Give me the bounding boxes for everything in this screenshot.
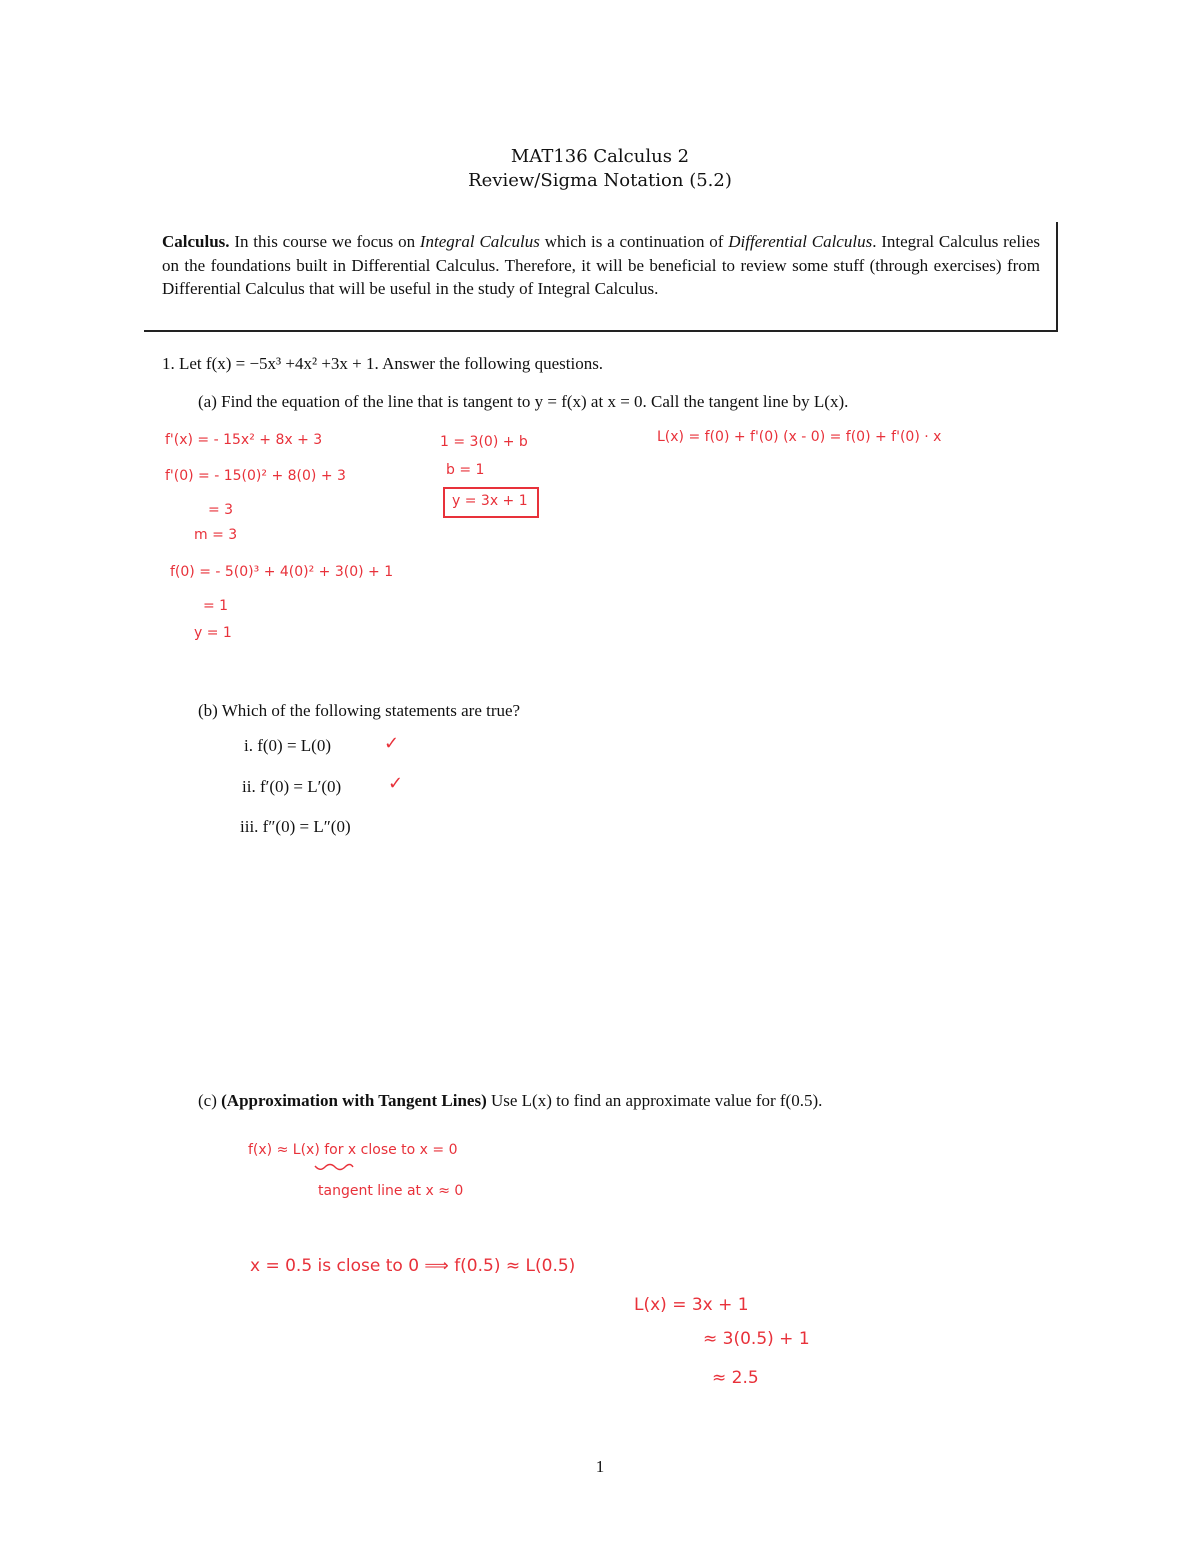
page-number: 1	[595, 1457, 605, 1476]
hw-intercept-eq: 1 = 3(0) + b	[440, 434, 528, 450]
checkmark-icon: ✓	[388, 773, 404, 794]
hw-y-value: y = 1	[194, 625, 232, 641]
question-1b: (b) Which of the following statements are true?	[198, 701, 521, 720]
question-1a: (a) Find the equation of the line that is tangent to y = f(x) at x = 0. Call the tangent line by L(x).	[198, 392, 849, 411]
statement-ii: ii. f′(0) = L′(0)	[242, 777, 342, 796]
hw-f-at-0-value: = 1	[203, 598, 229, 614]
hw-slope-value: = 3	[208, 502, 234, 518]
hw-L-formula: L(x) = 3x + 1	[634, 1295, 749, 1315]
hw-derivative: f'(x) = - 15x² + 8x + 3	[165, 432, 323, 448]
hw-L-result: ≈ 2.5	[712, 1368, 759, 1388]
hw-derivative-at-0: f'(0) = - 15(0)² + 8(0) + 3	[165, 468, 346, 484]
question-1c-label: (c)	[198, 1091, 222, 1110]
hw-tangent-note: tangent line at x ≈ 0	[318, 1183, 464, 1199]
hw-slope: m = 3	[194, 527, 238, 543]
statement-i: i. f(0) = L(0)	[244, 736, 332, 755]
hw-approx-statement: f(x) ≈ L(x) for x close to x = 0	[248, 1142, 458, 1158]
intro-paragraph	[162, 230, 1040, 301]
intro-text-c: . Integral Calculus relies on the foundations built in Differential Calculus. Therefore, it will be beneficial to review some stuff (through exercises) from Differential Calculus that will be useful in the study of Integral Calculus.	[162, 232, 1040, 298]
question-1c-rest: Use L(x) to find an approximate value for f(0.5).	[486, 1091, 823, 1110]
topic-title: Review/Sigma Notation (5.2)	[468, 170, 732, 191]
underline-squiggle-icon	[314, 1163, 354, 1173]
intro-lead: Calculus.	[162, 232, 230, 251]
question-1-stem: 1. Let f(x) = −5x³ +4x² +3x + 1. Answer the following questions.	[162, 354, 604, 373]
intro-em-a: Integral Calculus	[419, 232, 540, 251]
question-1c	[198, 1091, 822, 1111]
hw-intercept: b = 1	[446, 462, 485, 478]
intro-text-a: In this course we focus on	[229, 232, 420, 251]
question-1c-bold: (Approximation with Tangent Lines)	[221, 1091, 487, 1110]
statement-iii: iii. f″(0) = L″(0)	[240, 817, 351, 836]
course-title: MAT136 Calculus 2	[510, 146, 690, 167]
checkmark-icon: ✓	[384, 733, 400, 754]
hw-close-to-zero: x = 0.5 is close to 0 ⟹ f(0.5) ≈ L(0.5)	[250, 1256, 576, 1276]
hw-tangent-line: y = 3x + 1	[452, 493, 528, 509]
intro-text-b: which is a continuation of	[539, 232, 729, 251]
intro-em-b: Differential Calculus	[728, 232, 873, 251]
hw-f-at-0: f(0) = - 5(0)³ + 4(0)² + 3(0) + 1	[170, 564, 394, 580]
hw-linearization: L(x) = f(0) + f'(0) (x - 0) = f(0) + f'(0) · x	[657, 429, 942, 445]
hw-L-substitution: ≈ 3(0.5) + 1	[703, 1329, 810, 1349]
